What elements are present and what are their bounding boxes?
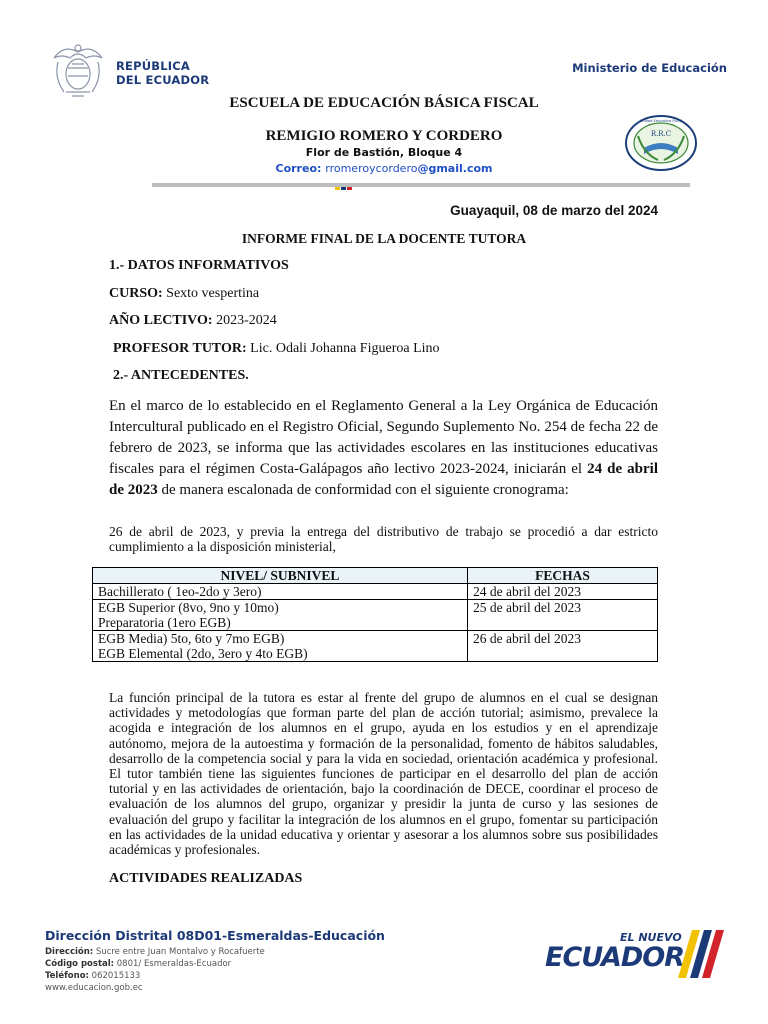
flag-accent-mark <box>335 187 353 190</box>
ecuador-coat-of-arms-icon <box>46 38 110 102</box>
table-cell-level <box>93 631 468 662</box>
level-text: EGB Elemental (2do, 3ero y 4to EGB) <box>98 646 308 661</box>
email-domain[interactable]: @gmail.com <box>417 162 493 175</box>
brand-ecuador: ECUADOR <box>545 942 685 973</box>
profesor-value: Lic. Odali Johanna Figueroa Lino <box>246 341 440 356</box>
footer-website[interactable]: www.educacion.gob.ec <box>45 983 143 993</box>
republica-line-1: REPÚBLICA <box>116 59 190 73</box>
postal-value: 0801/ Esmeraldas-Ecuador <box>114 959 232 969</box>
distributivo-paragraph: 26 de abril de 2023, y previa la entrega del distributivo de trabajo se procedió a dar estricto cumplimiento a la disposición ministerial, <box>109 524 658 554</box>
curso-label: CURSO: <box>109 286 163 301</box>
republica-del-ecuador-wordmark <box>116 59 209 87</box>
level-text: Preparatoria (1ero EGB) <box>98 615 231 630</box>
table-row <box>93 584 658 600</box>
section-datos-informativos: 1.- DATOS INFORMATIVOS <box>109 258 289 273</box>
school-logo-icon <box>624 114 698 172</box>
republica-line-2: DEL ECUADOR <box>116 73 210 87</box>
footer-direccion <box>45 947 265 957</box>
school-subname: REMIGIO ROMERO Y CORDERO <box>265 128 503 144</box>
postal-label: Código postal: <box>45 959 115 969</box>
footer-postal <box>45 959 231 969</box>
direccion-value: Sucre entre Juan Montalvo y Rocafuerte <box>93 947 265 957</box>
table-cell-date: 26 de abril del 2023 <box>468 631 658 662</box>
section-actividades: ACTIVIDADES REALIZADAS <box>109 871 303 886</box>
level-text: EGB Media) 5to, 6to y 7mo EGB) <box>98 631 285 646</box>
ministerio-label: Ministerio de Educación <box>572 61 727 75</box>
school-name: ESCUELA DE EDUCACIÓN BÁSICA FISCAL <box>229 95 539 111</box>
level-text: EGB Superior (8vo, 9no y 10mo) <box>98 600 279 615</box>
header-fechas: FECHAS <box>468 568 658 584</box>
profesor-label: PROFESOR TUTOR: <box>113 341 247 356</box>
footer-telefono <box>45 971 140 981</box>
para1-text-a: En el marco de lo establecido en el Reglamento General a la Ley Orgánica de Educación Intercultural publicado en el Registro Oficial, Segundo Suplemento No. 254 de fecha 22 de febrero de 2023, se informa que las actividades escolares en las instituciones educativas fiscales para el régimen Costa-Galápagos año lectivo 2023-2024, iniciarán el <box>109 398 658 477</box>
school-logo-text: R.R.C <box>650 130 672 138</box>
telefono-value: 062015133 <box>88 971 141 981</box>
report-title: INFORME FINAL DE LA DOCENTE TUTORA <box>241 231 527 246</box>
table-cell-date: 25 de abril del 2023 <box>468 600 658 631</box>
direccion-label: Dirección: <box>45 947 94 957</box>
document-date: Guayaquil, 08 de marzo del 2024 <box>450 203 658 218</box>
anio-lectivo-line <box>109 313 277 329</box>
direccion-distrital-title: Dirección Distrital 08D01-Esmeraldas-Educación <box>45 928 385 943</box>
email-user[interactable]: rromeroycordero <box>325 162 418 175</box>
table-row <box>93 631 658 662</box>
schedule-table <box>92 567 658 662</box>
flag-stripes-icon <box>668 930 728 978</box>
section-antecedentes: 2.- ANTECEDENTES. <box>113 368 249 383</box>
para1-text-b: de manera escalonada de conformidad con el siguiente cronograma: <box>157 482 569 498</box>
table-row <box>93 600 658 631</box>
table-header-row <box>93 568 658 584</box>
header-nivel: NIVEL/ SUBNIVEL <box>93 568 468 584</box>
profesor-tutor-line <box>113 341 440 357</box>
curso-value: Sexto vespertina <box>162 286 260 301</box>
anio-label: AÑO LECTIVO: <box>109 313 213 328</box>
anio-value: 2023-2024 <box>212 313 277 328</box>
school-address: Flor de Bastión, Bloque 4 <box>305 146 463 159</box>
email-label: Correo: <box>275 162 322 175</box>
brand-el-nuevo: EL NUEVO <box>620 931 682 944</box>
table-cell-date: 24 de abril del 2023 <box>468 584 658 600</box>
telefono-label: Teléfono: <box>45 971 89 981</box>
antecedentes-paragraph <box>109 396 658 501</box>
header-divider <box>152 183 690 187</box>
table-cell-level <box>93 600 468 631</box>
tutor-function-paragraph: La función principal de la tutora es estar al frente del grupo de alumnos en el cual se designan actividades y metodologías que forman parte del plan de acción tutorial; asimismo, prevalece la acogida e integración de los alumnos en el grupo, ayuda en los estudios y en el aprendizaje autónomo, mejora de la autoestima y formación de la personalidad, fomento de hábitos saludables, desarrollo de la competencia social y para la vida en sociedad, orientación académica y profesional. El tutor también tiene las siguientes funciones de participar en el desarrollo del plan de acción tutorial y en las actividades de orientación, bajo la coordinación de DECE, coordinar el proceso de evaluación de los alumnos del grupo, organizar y presidir la junta de curso y las sesiones de evaluación del grupo y facilitar la integración de los alumnos en el grupo, fomentar su participación en las actividades de la unidad educativa y orientar y asesorar a los alumnos sobre sus posibilidades académicas y profesionales. <box>109 690 658 858</box>
table-cell-level <box>93 584 468 600</box>
curso-line <box>109 286 259 302</box>
school-logo-ring-text: Unidad Educativa Fiscal <box>639 119 683 123</box>
para1-start-date: 24 de abril de 2023 <box>109 461 658 498</box>
level-text: Bachillerato ( 1eo-2do y 3ero) <box>98 584 262 599</box>
